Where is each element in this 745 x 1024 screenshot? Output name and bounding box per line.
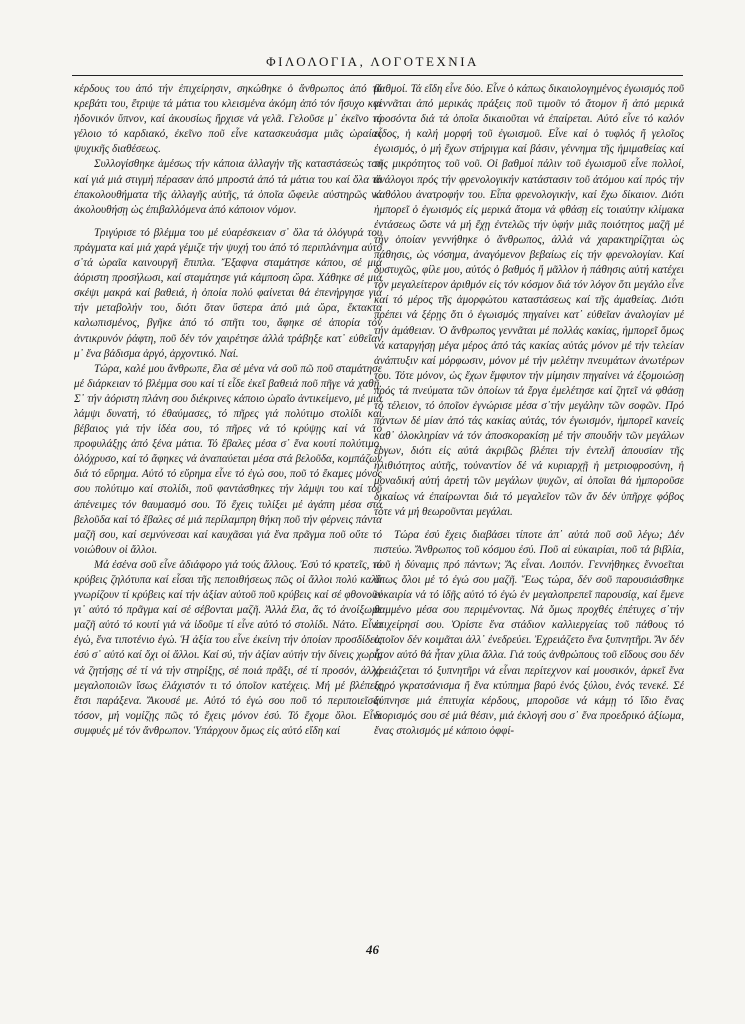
left-column bbox=[74, 82, 382, 739]
right-column bbox=[374, 82, 684, 739]
paragraph: Συλλογίσθηκε ἀμέσως τήν κάποια ἀλλαγήν τῆς καταστάσεώς του καί γιά μιά στιγμή πέρασαν ἀπό μπροστά ἀπό τά μάτια του καί ὅλα τά ἐπακολουθήματα τῆς ἀλλαγῆς αὐτῆς, τά ὁποῖα ὤφειλε αὐστηρῶς νά ἀκολουθήσῃ ὡς ἐπιβαλλόμενα ἀπό κάποιον νόμον. bbox=[74, 158, 382, 216]
header-rule bbox=[72, 75, 683, 76]
paragraph: Μά ἐσένα σοῦ εἶνε ἀδιάφορο γιά τούς ἄλλους. Ἐσύ τό κρατεῖς, τό κρύβεις ζηλότυπα καί εἶσαι τῆς πεποιθήσεως πῶς οἱ ἄλλοι πολύ καλά γνωρίζουν τί κρύβεις καί τήν ἀξίαν αὐτοῦ ποῦ κρύβεις καί σέ φθονοῦν γι᾿ αὐτό τό πρᾶγμα καί σέ σέβονται μαζῆ. Ἀλλά ἔλα, ἄς τό ἀνοίξωμε μαζῆ αὐτό τό κουτί γιά νά ἰδοῦμε τί εἶνε αὐτό τό στολίδι. Νάτο. Εἶνα ἐγώ, ἕνα τιποτένιο ἐγώ. Ἡ ἀξία του εἶνε ἐκείνη τήν ὁποίαν προσδίδεις ἐσύ σ᾿ αὐτό καί ὄχι οἱ ἄλλοι. Καί σύ, τήν ἀξίαν αὐτήν τήν δίνεις χωρίς νά ζητήσῃς σέ τί νά τήν στηρίξῃς, σέ ποιά πρᾶξι, σέ τί προσόν, ἀλλά μεγαλοποιῶν ἴσως ἐλάχιστόν τι τό ὁποῖον κατέχεις. Μή μέ βλέπεις ἔτσι παράξενα. Ἄκουσέ με. Αὐτό τό ἐγώ σου ποῦ τό περιποιεῖσαι τόσον, μή νομίζῃς πῶς τό ἔχεις μόνον ἐσύ. Τό ἔχομε ὅλοι. Εἶνε συμφυές μέ τόν ἄνθρωπον. Ὑπάρχουν ὅμως εἰς αὐτό εἴδη καί bbox=[74, 558, 382, 737]
running-header: ΦΙΛΟΛΟΓΙΑ, ΛΟΓΟΤΕΧΝΙΑ bbox=[266, 54, 479, 69]
paragraph: κέρδους του ἀπό τήν ἐπιχείρησιν, σηκώθηκε ὁ ἄνθρωπος ἀπό τό κρεβάτι του, ἔτριψε τά μάτια του κλεισμένα ἀκόμη ἀπό τόν ἥσυχο καί ἡδονικόν ὕπνον, καί ἀκουσίως ἤρχισε νά γελᾶ. Γελοῦσε μ᾿ ἐκεῖνο τό γέλοιο τό καρδιακό, ἐκεῖνο ποῦ εἶνε κατασκευάσμα μιᾶς ὡραίας ψυχικῆς διαθέσεως. bbox=[74, 83, 382, 156]
paragraph: Τώρα ἐσύ ἔχεις διαβάσει τίποτε ἀπ᾿ αὐτά ποῦ σοῦ λέγω; Δέν πιστεύω. Ἄνθρωπος τοῦ κόσμου ἐσύ. Ποῦ αἱ εὐκαιρίαι, ποῦ τά βιβλία, ποῦ ἡ δύναμις πρό πάντων; Ἄς εἶναι. Λοιπόν. Γεννήθηκες ἔννοεῖται ὅπως ὅλοι μέ τό ἐγώ σου μαζῆ. Ἕως τώρα, δέν σοῦ παρουσιάσθηκε εὐκαιρία νά τό ἰδῇς αὐτό τό ἐγώ ἐν μεγαλοπρεπεῖ παρουσίᾳ, καί ἔμενε θαμμένο μέσα σου περιμένοντας. Νά ὅμως προχθές ἐπέτυχες σ᾿τήν ἐπιχείρησί σου. Ὁρίστε ἕνα στάδιον καλλιεργείας τοῦ πάθους τό ὁποῖον δέν κοιμᾶται ἀλλ᾿ ἐνεδρεύει. Ἐχρειάζετο ἕνα ξυπνητῆρι. Ἄν δέν ἦτον αὐτό θά ἦταν χίλια ἄλλα. Γιά τούς ἀνθρώπους τοῦ εἴδους σου δέν χρειάζεται τό ξυπνητῆρι νά εἶναι περίτεχνον καί μουσικόν, ἀρκεῖ ἕνα ξηρό γκρατσάνισμα ἤ ἕνα κτύπημα βαρύ ἑνός ξύλου, ἑνός τενεκέ. Σέ ξύπνησε μιά ἐπιτυχία κέρδους, μποροῦσε νά κάμῃ τό ἴδιο ἕνας διορισμός σου σέ μιά θέσιν, μιά ἐκλογή σου σ᾿ ἕνα προεδρικό ἀξίωμα, ἕνας στολισμός μέ κάποιο ὀφφί- bbox=[374, 528, 684, 737]
paragraph: βαθμοί. Τά εἴδη εἶνε δύο. Εἶνε ὁ κάπως δικαιολογημένος ἐγωισμός ποῦ γεννᾶται ἀπό μερικάς πράξεις ποῦ τιμοῦν τό ἄτομον ἤ ἀπό μερικά προσόντα διά τά ὁποῖα δικαιοῦται νά ἐπαίρεται. Αὐτό εἶνε τό καλόν εἶδος, ἡ καλή μορφή τοῦ ἐγωισμοῦ. Εἶνε καί ὁ τυφλός ἤ γελοῖος ἐγωισμός, ὁ μή ἔχων στήριγμα καί βάσιν, γέννημα τῆς ἡμιμαθείας καί τῆς μικρότητος τοῦ νοῦ. Οἱ βαθμοί πάλιν τοῦ ἐγωισμοῦ εἶνε πολλοί, ἀνάλογοι πρός τήν φρενολογικήν κατάστασιν τοῦ ἀτόμου καί πρός τήν καθόλου ἀνατροφήν του. Εἶπα φρενολογικήν, καί ἔχω δίκαιον. Διότι ἠμπορεῖ ὁ ἐγωισμός εἰς μερικά ἄτομα νά φθάσῃ εἰς τοιαύτην κλίμακα ἐντάσεως ὥστε νά μή ἔχῃ ἐντελῶς τήν ὑφήν μιᾶς ποιότητος μαζῆ μέ τήν ὁποίαν γεννήθηκε ὁ ἄνθρωπος, ἀλλά νά χαρακτηρίζηται ὡς πάθησις, ὡς νόσημα, ἀναγόμενον βεβαίως εἰς τήν φρενολογίαν. Καί δυστυχῶς, φίλε μου, αὐτός ὁ βαθμός ἤ μᾶλλον ἡ πάθησις αὐτή κατέχει τόν μεγαλείτερον ἀριθμόν εἰς τόν κόσμον διά τόν λόγον ὅτι μεγάλο εἶνε καί τό μέρος τῆς ἀμορφώτου καταστάσεως καί τῆς ἀμαθείας. Διότι πρέπει νά ξέρῃς ὅτι ὁ ἐγωισμός πηγαίνει κατ᾿ εὐθεῖαν ἀναλογίαν μέ τήν ἀμάθειαν. Ὁ ἄνθρωπος γεννᾶται μέ πολλάς κακίας, ἠμπορεῖ ὅμως νά καταργήσῃ μέγα μέρος ἀπό τάς κακίας αὐτάς μόνον μέ τήν τελείαν ἀνάπτυξιν καί μόρφωσιν, μόνον μέ τήν μελέτην πνευμάτων ἀνωτέρων του. Τότε μόνον, ὡς ἔχων ἔμφυτον τήν μίμησιν πηγαίνει νά ἐξομοιώσῃ πρός τά πνεύματα τῶν ὁποίων τά ἔργα ἐμελέτησε καί ζητεῖ νά φθάσῃ τό τέλειον, τό ὁποῖον ἐγνώρισε μέσα σ᾿τήν μεγάλην τῶν σοφῶν. Πρό πάντων δέ μίαν ἀπό τάς κακίας αὐτάς, τόν ἐγωισμόν, ἠμπορεῖ κανείς καθ᾿ ὁλοκληρίαν νά τόν ἀποσκορακίσῃ μέ τήν σπουδήν τῶν μεγάλων ἔργων, διότι εἰς αὐτά ἀκριβῶς βλέπει τήν ἐντελῆ ἀπουσίαν τῆς ἠλιθιότητος αὐτῆς, τοὐναντίον δέ νά κυριαρχῇ ἡ μετριοφροσύνη, ἡ μοναδική αὐτή ἀρετή τῶν μεγάλων ψυχῶν, αἱ ὁποῖαι θά ἠμποροῦσε δικαίως νά ἐπαίρωνται διά τό μεγαλεῖον τῶν ἄν δέν ὑπῆρχε φόβος τότε νά μή θεωροῦνται μεγάλαι. bbox=[374, 83, 684, 518]
paragraph: Τριγύρισε τό βλέμμα του μέ εὐαρέσκειαν σ᾿ ὅλα τά ὁλόγυρά του πράγματα καί μιά χαρά γέμιζε τήν ψυχή του ἀπό τό περιπλάνημα αὐτό σ᾿τά ὡραῖα καινουργῆ ἔπιπλα. Ἔξαφνα σταμάτησε κάπου, σέ μιά ἀόριστη προσήλωσι, καί σταμάτησε γιά κάμποση ὥρα. Χάθηκε σέ μιά σκέψι μακρά καί βαθειά, ἡ ὁποία πολύ φαίνεται θά ἐπενήργησε γιά τήν μεταβολήν του, διότι ὅταν ὕστερα ἀπό μιά ὥρα, ἔκτακτα καλωπισμένος, βγῆκε ἀπό τό σπῆτι του, ἄφηκε σέ ἀπορία τόν ἀντικρυνόν ῥάφτη, ποῦ δέν τόν χαιρέτησε ἀλλά τράβηξε κατ᾿ εὐθεῖαν μ᾿ ἕνα βάδισμα ἀργό, ἀρχοντικό. Ναί. bbox=[74, 226, 382, 360]
page-number: 46 bbox=[366, 942, 379, 957]
paragraph: Τώρα, καλέ μου ἄνθρωπε, ἔλα σέ μένα νά σοῦ πῶ ποῦ σταμάτησε μέ διάρκειαν τό βλέμμα σου καί τί εἶδε ἐκεῖ βαθειά ποῦ πῆγε νά χαθῇ. Σ᾿ τήν ἀόριστη πλάνη σου διέκρινες κάποιο ὡραῖο ἀντικείμενο, μέ μιά λάμψι δυνατή, τό ἐθαύμασες, τό πῆρες γιά πολύτιμο στολίδι καί βέβαιος γιά τήν ἰδέα σου, τό πῆρες νά τό κρύψῃς καί νά τό προφυλάξῃς ἀπό ξένα μάτια. Τό ἔβαλες μέσα σ᾿ ἕνα κουτί πολύτιμο, ὁλόχρυσο, καί τό ἄφηκες νά ἀναπαύεται μέσα στά βελοῦδα, κομπάζων διά τό εὕρημα. Αὐτό τό εὕρημα εἶνε τό ἐγώ σου, ποῦ τό ἔκαμες μόνος σου πολύτιμο καί στολίδι, ποῦ φαντάσθηκες τήν λάμψι του καί τοῦ ἀπένειμες τόν θαυμασμό σου. Τό ἔχεις τυλίξει μέ ἀγάπη μέσα στά βελοῦδα καί τό ἔβαλες σέ μιά περίλαμπρη θήκη ποῦ τήν φέρνεις πάντα μαζῆ σου, καί σεμνύνεσαι καί καυχᾶσαι γιά ἕνα πρᾶγμα ποῦ οὔτε τό νοιώθουν οἱ ἄλλοι. bbox=[74, 362, 382, 556]
